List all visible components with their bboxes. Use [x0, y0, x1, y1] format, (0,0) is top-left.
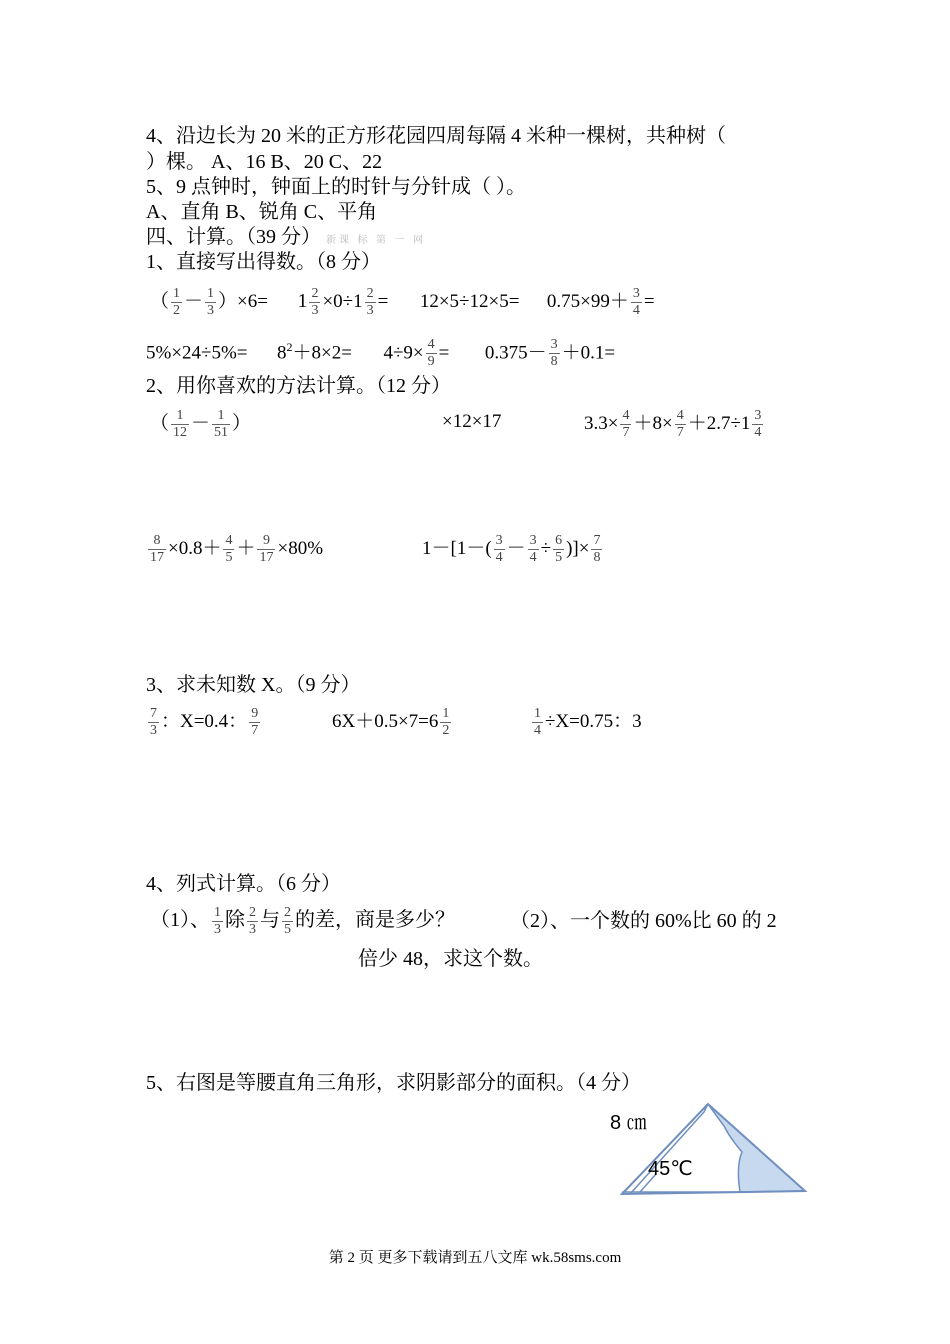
fraction: $\frac{4}{5}$ — [225, 533, 233, 565]
question-text: 除 — [225, 909, 245, 932]
expression-text: 4÷9× — [383, 342, 424, 364]
fraction: $\frac{1}{12}$ — [173, 408, 188, 440]
question-5-line-2: A、直角 B、锐角 C、平角 — [146, 201, 378, 223]
question-text: 与 — [260, 909, 280, 932]
watermark-text: 新课 标 第 一 网 — [326, 235, 426, 246]
fraction: $\frac{3}{4}$ — [632, 286, 640, 318]
fraction: $\frac{1}{2}$ — [442, 706, 450, 738]
question-text: 的差，商是多少？ — [295, 909, 455, 932]
part-2-expr-4 — [422, 533, 604, 566]
expression-text: 5%×24÷5%= — [146, 342, 248, 364]
fraction: $\frac{4}{7}$ — [676, 408, 684, 440]
mixed-integer: 1 — [297, 289, 308, 312]
part-1-row-1 — [150, 286, 655, 319]
fraction: $\frac{7}{3}$ — [150, 706, 157, 738]
part-4-question-1 — [150, 905, 455, 938]
part-3-equation-1 — [146, 706, 262, 739]
triangle-figure — [600, 1096, 815, 1201]
expression-text: 12×5÷12×5= — [419, 290, 520, 312]
fraction: $\frac{1}{2}$ — [173, 286, 181, 318]
fraction: $\frac{3}{4}$ — [495, 533, 503, 565]
fraction: $\frac{1}{4}$ — [534, 706, 541, 738]
expression-text: 6X＋0.5×7=6 — [332, 710, 439, 732]
equals: = — [377, 290, 389, 312]
expression-text: ×0.8＋ — [168, 537, 222, 559]
part-4-question-2-line-1: （2）、一个数的 60%比 60 的 2 — [510, 910, 777, 932]
expression-text: ＋8× — [633, 412, 673, 434]
fraction: $\frac{4}{9}$ — [427, 337, 435, 370]
paren-open: （ — [150, 412, 170, 434]
operator: － — [184, 290, 204, 312]
fraction: $\frac{7}{8}$ — [593, 533, 601, 565]
fraction: $\frac{3}{4}$ — [754, 408, 762, 440]
expression-text: ＋2.7÷1 — [687, 412, 751, 434]
question-4-line-2: ）棵。 A、16 B、20 C、22 — [146, 151, 383, 173]
fraction: $\frac{4}{7}$ — [622, 408, 630, 440]
fraction: $\frac{8}{17}$ — [150, 533, 164, 565]
part-3-equation-3 — [530, 706, 642, 739]
expression-text: 1－[1－( — [422, 537, 492, 559]
figure-side-label: 8 ㎝ — [610, 1112, 647, 1134]
expression-text: 3.3× — [584, 412, 619, 434]
fraction: $\frac{1}{3}$ — [214, 905, 221, 937]
section-4-heading — [146, 225, 426, 253]
fraction: $\frac{2}{5}$ — [284, 905, 291, 937]
equals: = — [438, 342, 450, 364]
expression-text: 0.75×99＋ — [546, 290, 629, 312]
part-1-heading: 1、直接写出得数。（8 分） — [146, 251, 381, 273]
expression-text: 0.375－ — [484, 342, 547, 364]
part-3-equation-2 — [332, 706, 453, 739]
part-5-heading: 5、右图是等腰直角三角形，求阴影部分的面积。（4 分） — [146, 1072, 641, 1094]
section-heading-text: 四、计算。（39 分） — [146, 226, 321, 248]
part-1-row-2 — [146, 335, 615, 370]
part-4-question-2-line-2: 倍少 48，求这个数。 — [358, 948, 543, 970]
equals: = — [643, 290, 655, 312]
operator: － — [191, 412, 211, 434]
part-3-heading: 3、求未知数 X。（9 分） — [146, 674, 361, 696]
fraction: $\frac{2}{3}$ — [249, 905, 256, 937]
question-4-line-1: 4、沿边长为 20 米的正方形花园四周每隔 4 米种一棵树，共种树（ — [146, 125, 726, 147]
question-number: （1）、 — [150, 909, 210, 932]
fraction: $\frac{2}{3}$ — [366, 286, 374, 318]
expression-text: ：X=0.4： — [161, 710, 248, 732]
part-2-expr-2 — [584, 408, 765, 441]
fraction: $\frac{9}{7}$ — [251, 706, 259, 738]
fraction: $\frac{9}{17}$ — [259, 533, 274, 565]
part-2-expr-1-tail: ×12×17 — [442, 411, 502, 432]
power-base: 8 — [277, 342, 287, 364]
operator: － — [506, 537, 526, 559]
fraction: $\frac{1}{3}$ — [207, 286, 215, 318]
paren-close: ） — [232, 412, 252, 434]
page-footer: 第 2 页 更多下载请到五八文库 wk.58sms.com — [328, 1250, 622, 1266]
part-4-heading: 4、列式计算。（6 分） — [146, 873, 341, 895]
question-5-line-1: 5、9 点钟时，钟面上的时针与分针成（ ）。 — [146, 176, 526, 198]
expression-text: ×0÷1 — [322, 290, 363, 312]
expression-text: )]× — [566, 537, 590, 559]
fraction: $\frac{3}{8}$ — [550, 337, 558, 370]
fraction: $\frac{2}{3}$ — [311, 286, 319, 318]
expression-text: ＋0.1= — [561, 342, 616, 364]
expression-text: ÷X=0.75：3 — [545, 710, 642, 732]
fraction: $\frac{6}{5}$ — [555, 533, 563, 565]
operator: ＋ — [236, 537, 256, 559]
paren-open: （ — [150, 290, 170, 312]
part-2-heading: 2、用你喜欢的方法计算。（12 分） — [146, 375, 451, 397]
operator: ÷ — [540, 537, 552, 559]
part-2-expr-1 — [150, 408, 251, 441]
power-exponent: 2 — [286, 340, 293, 354]
fraction: $\frac{1}{51}$ — [214, 408, 229, 440]
figure-angle-label: 45℃ — [648, 1158, 693, 1180]
fraction: $\frac{3}{4}$ — [529, 533, 537, 565]
expression-text: ＋8×2= — [292, 342, 352, 364]
expression-text: ×80% — [277, 537, 324, 559]
expression-text: ）×6= — [218, 290, 268, 312]
part-2-expr-3 — [146, 533, 323, 566]
